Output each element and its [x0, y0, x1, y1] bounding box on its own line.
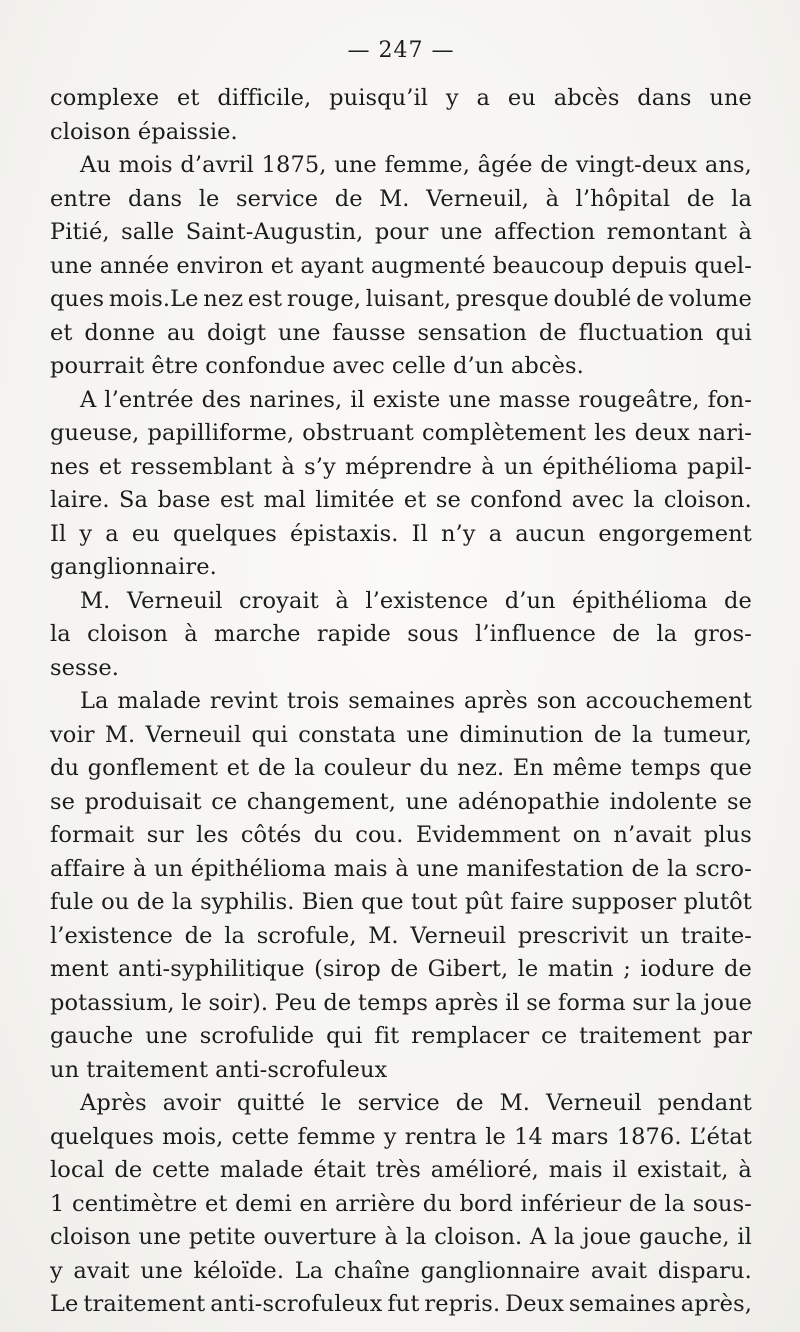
text-line: entre dans le service de M. Verneuil, à l’hôpital de la	[50, 185, 752, 212]
text-line: local de cette malade était très amélioré, mais il existait, à	[50, 1157, 752, 1183]
text-line: pourrait être confondue avec celle d’un abcès.	[50, 353, 584, 379]
page-number: — 247 —	[347, 38, 455, 63]
text-line: Pitié, salle Saint-Augustin, pour une affection remontant à	[50, 219, 752, 245]
text-line: fule ou de la syphilis. Bien que tout pût faire supposer plutôt	[50, 889, 752, 915]
text-line: y avait une kéloïde. La chaîne ganglionnaire avait disparu.	[50, 1257, 752, 1284]
text-line: 1 centimètre et demi en arrière du bord inférieur de la sous-	[50, 1190, 752, 1217]
text-line: du gonflement et de la couleur du nez. En même temps que	[50, 755, 752, 781]
text-line: Au mois d’avril 1875, une femme, âgée de vingt-deux ans,	[80, 152, 752, 178]
text-line: laire. Sa base est mal limitée et se confond avec la cloison.	[50, 487, 752, 513]
text-line: se produisait ce changement, une adénopathie indolente se	[50, 788, 752, 815]
text-line: ques mois.Le nez est rouge, luisant, presque doublé de volume	[50, 286, 752, 312]
text-line: gauche une scrofulide qui fit remplacer ce traitement par	[50, 1023, 752, 1049]
text-line: ganglionnaire.	[50, 554, 217, 580]
paragraph	[50, 149, 752, 384]
text-line: gueuse, papilliforme, obstruant complètement les deux nari-	[50, 420, 752, 446]
text-line: Après avoir quitté le service de M. Verneuil pendant	[80, 1090, 752, 1116]
text-line: affaire à un épithélioma mais à une manifestation de la scro-	[50, 855, 752, 882]
text-line: complexe et difficile, puisqu’il y a eu abcès dans une	[50, 85, 752, 111]
text-line: A l’entrée des narines, il existe une masse rougeâtre, fon-	[80, 386, 752, 413]
text-line: une année environ et ayant augmenté beaucoup depuis quel-	[50, 252, 752, 279]
text-line: quelques mois, cette femme y rentra le 14 mars 1876. L’état	[50, 1123, 752, 1150]
text-line: et donne au doigt une fausse sensation de fluctuation qui	[50, 319, 752, 346]
text-line: La malade revint trois semaines après son accouchement	[80, 688, 752, 714]
text-line: l’existence de la scrofule, M. Verneuil prescrivit un traite-	[50, 922, 752, 949]
paragraph	[50, 384, 752, 585]
paragraph	[50, 82, 752, 149]
paragraph	[50, 685, 752, 1087]
text-line: nes et ressemblant à s’y méprendre à un épithélioma papil-	[50, 453, 752, 480]
text-line: cloison épaissie.	[50, 118, 238, 145]
text-line: Le traitement anti-scrofuleux fut repris. Deux semaines après,	[50, 1291, 752, 1317]
paragraph	[50, 1087, 752, 1322]
text-line: sesse.	[50, 654, 120, 681]
paragraph	[50, 585, 752, 686]
text-line: potassium, le soir). Peu de temps après il se forma sur la joue	[50, 989, 752, 1016]
body-text	[50, 82, 752, 1322]
text-line: un traitement anti-scrofuleux	[50, 1056, 388, 1083]
text-line: ment anti-syphilitique (sirop de Gibert, le matin ; iodure de	[50, 956, 752, 982]
text-line: Il y a eu quelques épistaxis. Il n’y a aucun engorgement	[50, 520, 752, 547]
text-line: formait sur les côtés du cou. Evidemment on n’avait plus	[50, 822, 752, 848]
text-line: voir M. Verneuil qui constata une diminution de la tumeur,	[50, 721, 752, 748]
text-line: cloison une petite ouverture à la cloison. A la joue gauche, il	[50, 1224, 752, 1250]
text-line: M. Verneuil croyait à l’existence d’un épithélioma de	[80, 587, 752, 614]
text-line: la cloison à marche rapide sous l’influence de la gros-	[50, 621, 752, 647]
